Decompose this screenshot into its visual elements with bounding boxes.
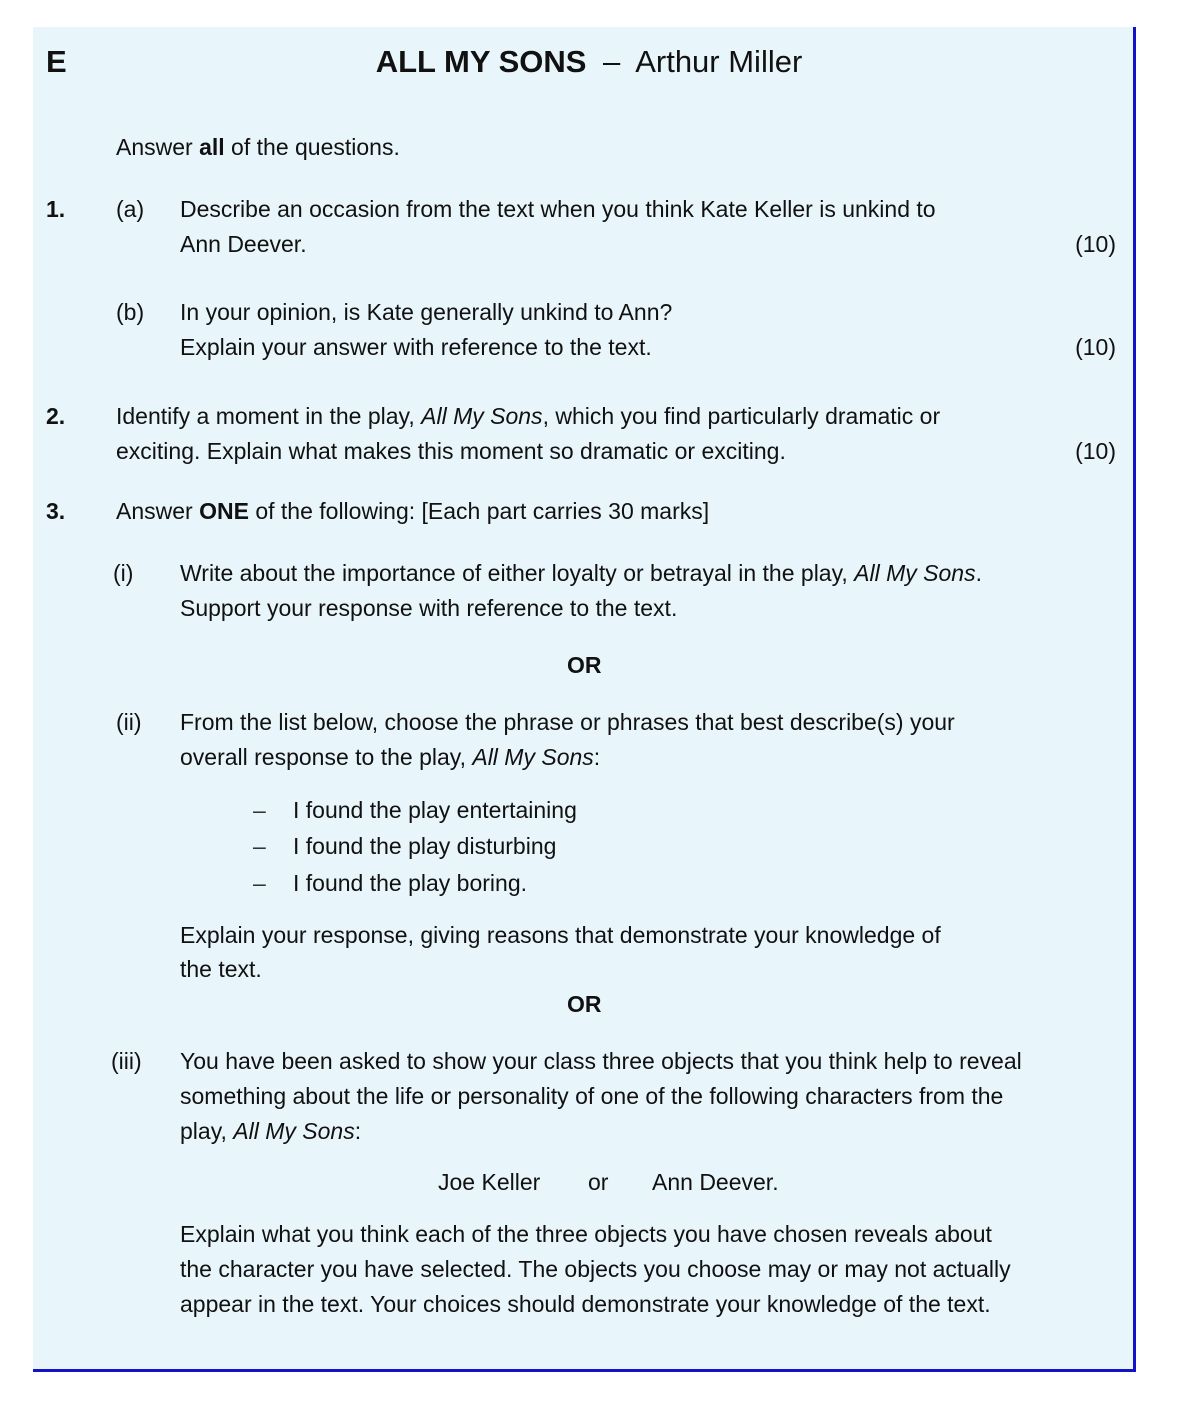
character-or: or [588,1169,609,1195]
q3-number: 3. [46,498,66,524]
q1b-marks: (10) [1075,334,1116,360]
q3iii-explain-line2: the character you have selected. The objects you choose may or may not actually [180,1256,1011,1282]
q2-number: 2. [46,403,66,429]
q3iii-line2: something about the life or personality of one of the following characters from the [180,1083,1004,1109]
character-option-2: Ann Deever. [652,1169,779,1195]
list-bullet: – [253,797,266,823]
q3iii-explain-line3: appear in the text. Your choices should demonstrate your knowledge of the text. [180,1291,991,1317]
q3ii-explain-line1: Explain your response, giving reasons that demonstrate your knowledge of [180,922,941,948]
q3-intro: Answer ONE of the following: [Each part carries 30 marks] [116,498,710,524]
q3i-line1: Write about the importance of either loyalty or betrayal in the play, All My Sons. [180,560,982,586]
q2-line2: exciting. Explain what makes this moment so dramatic or exciting. [116,438,786,464]
q3i-label: (i) [113,560,134,586]
q1b-line1: In your opinion, is Kate generally unkind to Ann? [180,299,673,325]
instruction: Answer all of the questions. [116,134,400,160]
q2-marks: (10) [1075,438,1116,464]
list-item: I found the play disturbing [293,833,557,859]
q1a-line1: Describe an occasion from the text when you think Kate Keller is unkind to [180,196,936,222]
q3iii-explain-line1: Explain what you think each of the three objects you have chosen reveals about [180,1221,992,1247]
title-work: ALL MY SONS [375,44,587,79]
q1a-line2: Ann Deever. [180,231,307,257]
page-title [0,40,1178,84]
or-separator-2: OR [567,991,602,1017]
q3ii-line1: From the list below, choose the phrase or phrases that best describe(s) your [180,709,955,735]
q2-line1: Identify a moment in the play, All My Sons, which you find particularly dramatic or [116,403,941,429]
q3iii-line3: play, All My Sons: [180,1118,362,1144]
title-author: Arthur Miller [635,44,803,79]
list-bullet: – [253,870,266,896]
q1-number: 1. [46,196,66,222]
q3ii-line2: overall response to the play, All My Sons: [180,744,601,770]
q3ii-explain-line2: the text. [180,956,262,982]
list-item: I found the play entertaining [293,797,577,823]
or-separator-1: OR [567,652,602,678]
q1b-label: (b) [116,299,145,325]
q3ii-label: (ii) [116,709,142,735]
q3iii-line1: You have been asked to show your class three objects that you think help to reveal [180,1048,1022,1074]
q3i-line2: Support your response with reference to the text. [180,595,678,621]
title-separator: – [603,44,621,79]
q1b-line2: Explain your answer with reference to the text. [180,334,652,360]
section-letter: E [46,44,67,79]
q1a-marks: (10) [1075,231,1116,257]
list-bullet: – [253,833,266,859]
character-option-1: Joe Keller [438,1169,541,1195]
list-item: I found the play boring. [293,870,527,896]
q1a-label: (a) [116,196,145,222]
q3iii-label: (iii) [111,1048,142,1074]
